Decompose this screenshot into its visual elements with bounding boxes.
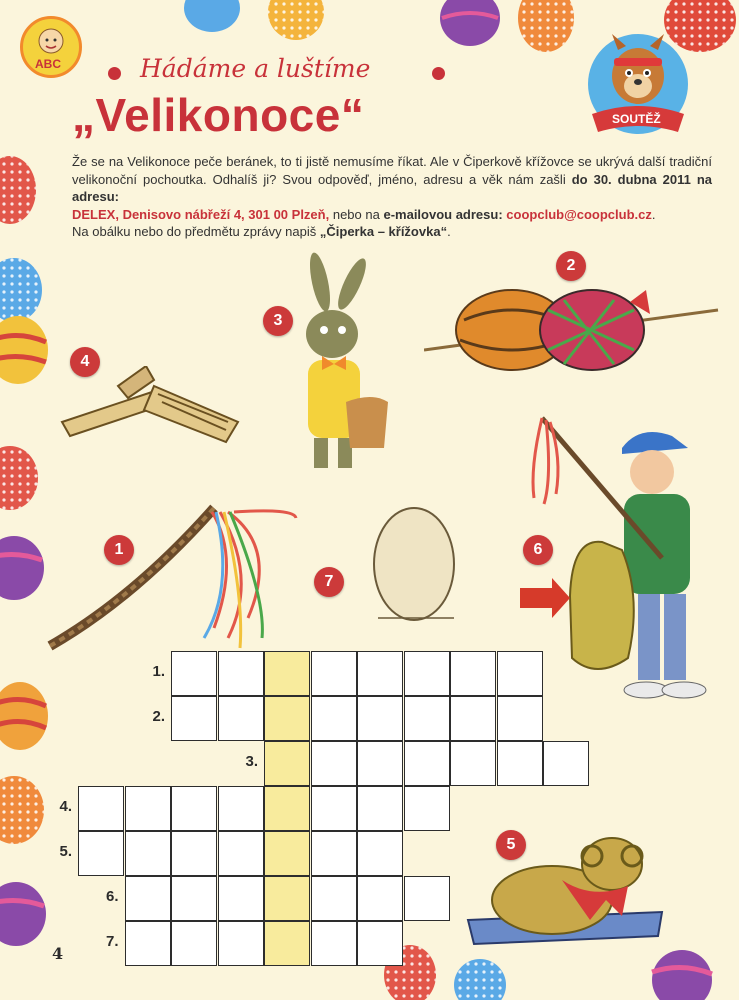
crossword-cell[interactable] [404, 876, 450, 921]
crossword-cell[interactable] [357, 741, 403, 786]
crossword-cell[interactable] [218, 696, 264, 741]
crossword-row-label: 4. [59, 798, 72, 815]
crossword-cell[interactable] [497, 651, 543, 696]
crossword-cell[interactable] [404, 651, 450, 696]
crossword-cell[interactable] [311, 696, 357, 741]
crossword-row-label: 1. [152, 663, 165, 680]
bunny-icon [290, 252, 390, 482]
crossword-cell[interactable] [218, 786, 264, 831]
intro-email[interactable]: coopclub@coopclub.cz [506, 206, 652, 222]
crossword-cell[interactable] [171, 876, 217, 921]
crossword-cell[interactable] [357, 651, 403, 696]
clue-badge-3: 3 [263, 306, 293, 336]
abc-logo-text: ABC [35, 57, 61, 71]
crossword-cell[interactable] [218, 831, 264, 876]
boy-caroler-icon [512, 408, 722, 708]
title-dot-right [432, 67, 445, 80]
crossword-cell[interactable] [543, 741, 589, 786]
crossword-cell[interactable] [357, 921, 403, 966]
intro-text: Že se na Velikonoce peče beránek, to ti jistě nemusíme říkat. Ale v Čiperkově křížovce se ukrývá další tradiční velikonoční pochoutka. Odhalíš ji? Svou odpověď, jméno, adresu a věk nám zašli do 30. dubna 2011 na adresu: DELEX, Denisovo nábřeží 4, 301 00 Plzeň, nebo na e-mailovou adresu: coopclub@coopclub.cz. Na obálku nebo do předmětu zprávy napiš „Čiperka – křížovka“. [72, 154, 712, 239]
crossword-cell[interactable] [78, 831, 124, 876]
intro-p3: Na obálku nebo do předmětu zprávy napiš [72, 224, 317, 239]
clue-badge-1: 1 [104, 535, 134, 565]
crossword-cell[interactable] [497, 741, 543, 786]
intro-address: DELEX, Denisovo nábřeží 4, 301 00 Plzeň, [72, 206, 330, 222]
page-number: 4 [52, 944, 64, 963]
crossword-cell[interactable] [450, 651, 496, 696]
egg-icon [368, 500, 464, 640]
intro-deadline: do 30. dubna 2011 na adresu: [72, 171, 712, 204]
crossword-cell[interactable] [311, 651, 357, 696]
crossword-cell[interactable] [171, 921, 217, 966]
crossword-cell[interactable] [357, 876, 403, 921]
crossword-solution-cell[interactable] [264, 831, 310, 876]
clue-badge-6: 6 [523, 535, 553, 565]
crossword-solution-cell[interactable] [264, 876, 310, 921]
crossword-cell[interactable] [311, 786, 357, 831]
crossword-solution-cell[interactable] [264, 696, 310, 741]
intro-p1: Že se na Velikonoce peče beránek, to ti jistě nemusíme říkat. Ale v Čiperkově křížovce se ukrývá další tradiční velikonoční pochoutka. Odhalíš ji? Svou odpověď, jméno, adresu a věk nám zašli [72, 154, 712, 187]
crossword-row-label: 3. [245, 753, 258, 770]
crossword-cell[interactable] [311, 741, 357, 786]
crossword-cell[interactable] [357, 831, 403, 876]
crossword-solution-cell[interactable] [264, 921, 310, 966]
crossword-cell[interactable] [171, 696, 217, 741]
crossword-cell[interactable] [125, 831, 171, 876]
crossword-cell[interactable] [311, 921, 357, 966]
soutez-logo-text: SOUTĚŽ [612, 112, 661, 126]
title-dot-left [108, 67, 121, 80]
clue-badge-5: 5 [496, 830, 526, 860]
crossword-cell[interactable] [218, 921, 264, 966]
rattle-icon [58, 366, 244, 450]
page-title: „Velikonoce“ [72, 89, 365, 141]
crossword-cell[interactable] [218, 876, 264, 921]
crossword-cell[interactable] [218, 651, 264, 696]
crossword-cell[interactable] [450, 696, 496, 741]
crossword-cell[interactable] [404, 741, 450, 786]
crossword-row-label: 6. [105, 888, 119, 905]
crossword-solution-cell[interactable] [264, 786, 310, 831]
clue-badge-7: 7 [314, 567, 344, 597]
crossword-cell[interactable] [125, 786, 171, 831]
pomlazka-icon [44, 488, 298, 658]
crossword-cell[interactable] [450, 741, 496, 786]
crossword-cell[interactable] [311, 876, 357, 921]
crossword-cell[interactable] [311, 831, 357, 876]
abc-logo [20, 16, 82, 78]
crossword-solution-cell[interactable] [264, 741, 310, 786]
crossword-cell[interactable] [171, 786, 217, 831]
crossword-cell[interactable] [125, 921, 171, 966]
intro-p2: nebo na [332, 206, 380, 222]
crossword-cell[interactable] [78, 786, 124, 831]
intro-subject: „Čiperka – křížovka“ [319, 224, 448, 239]
soutez-logo [582, 28, 694, 140]
crossword-row-label: 2. [152, 708, 165, 725]
crossword-row-label: 5. [59, 843, 72, 860]
clue-badge-4: 4 [70, 347, 100, 377]
crossword-cell[interactable] [497, 696, 543, 741]
clue-badge-2: 2 [556, 251, 586, 281]
crossword-row-label: 7. [105, 933, 119, 950]
crossword-cell[interactable] [171, 831, 217, 876]
crossword-cell[interactable] [125, 876, 171, 921]
crossword-solution-cell[interactable] [264, 651, 310, 696]
crossword-cell[interactable] [171, 651, 217, 696]
crossword-cell[interactable] [404, 786, 450, 831]
crossword-cell[interactable] [357, 696, 403, 741]
lamb-cake-icon [462, 820, 672, 954]
crossword-cell[interactable] [404, 696, 450, 741]
crossword-cell[interactable] [357, 786, 403, 831]
intro-email-label: e-mailovou adresu: [383, 206, 503, 222]
page-subtitle: Hádáme a luštíme [140, 54, 371, 83]
kraslice-icon [424, 280, 720, 380]
